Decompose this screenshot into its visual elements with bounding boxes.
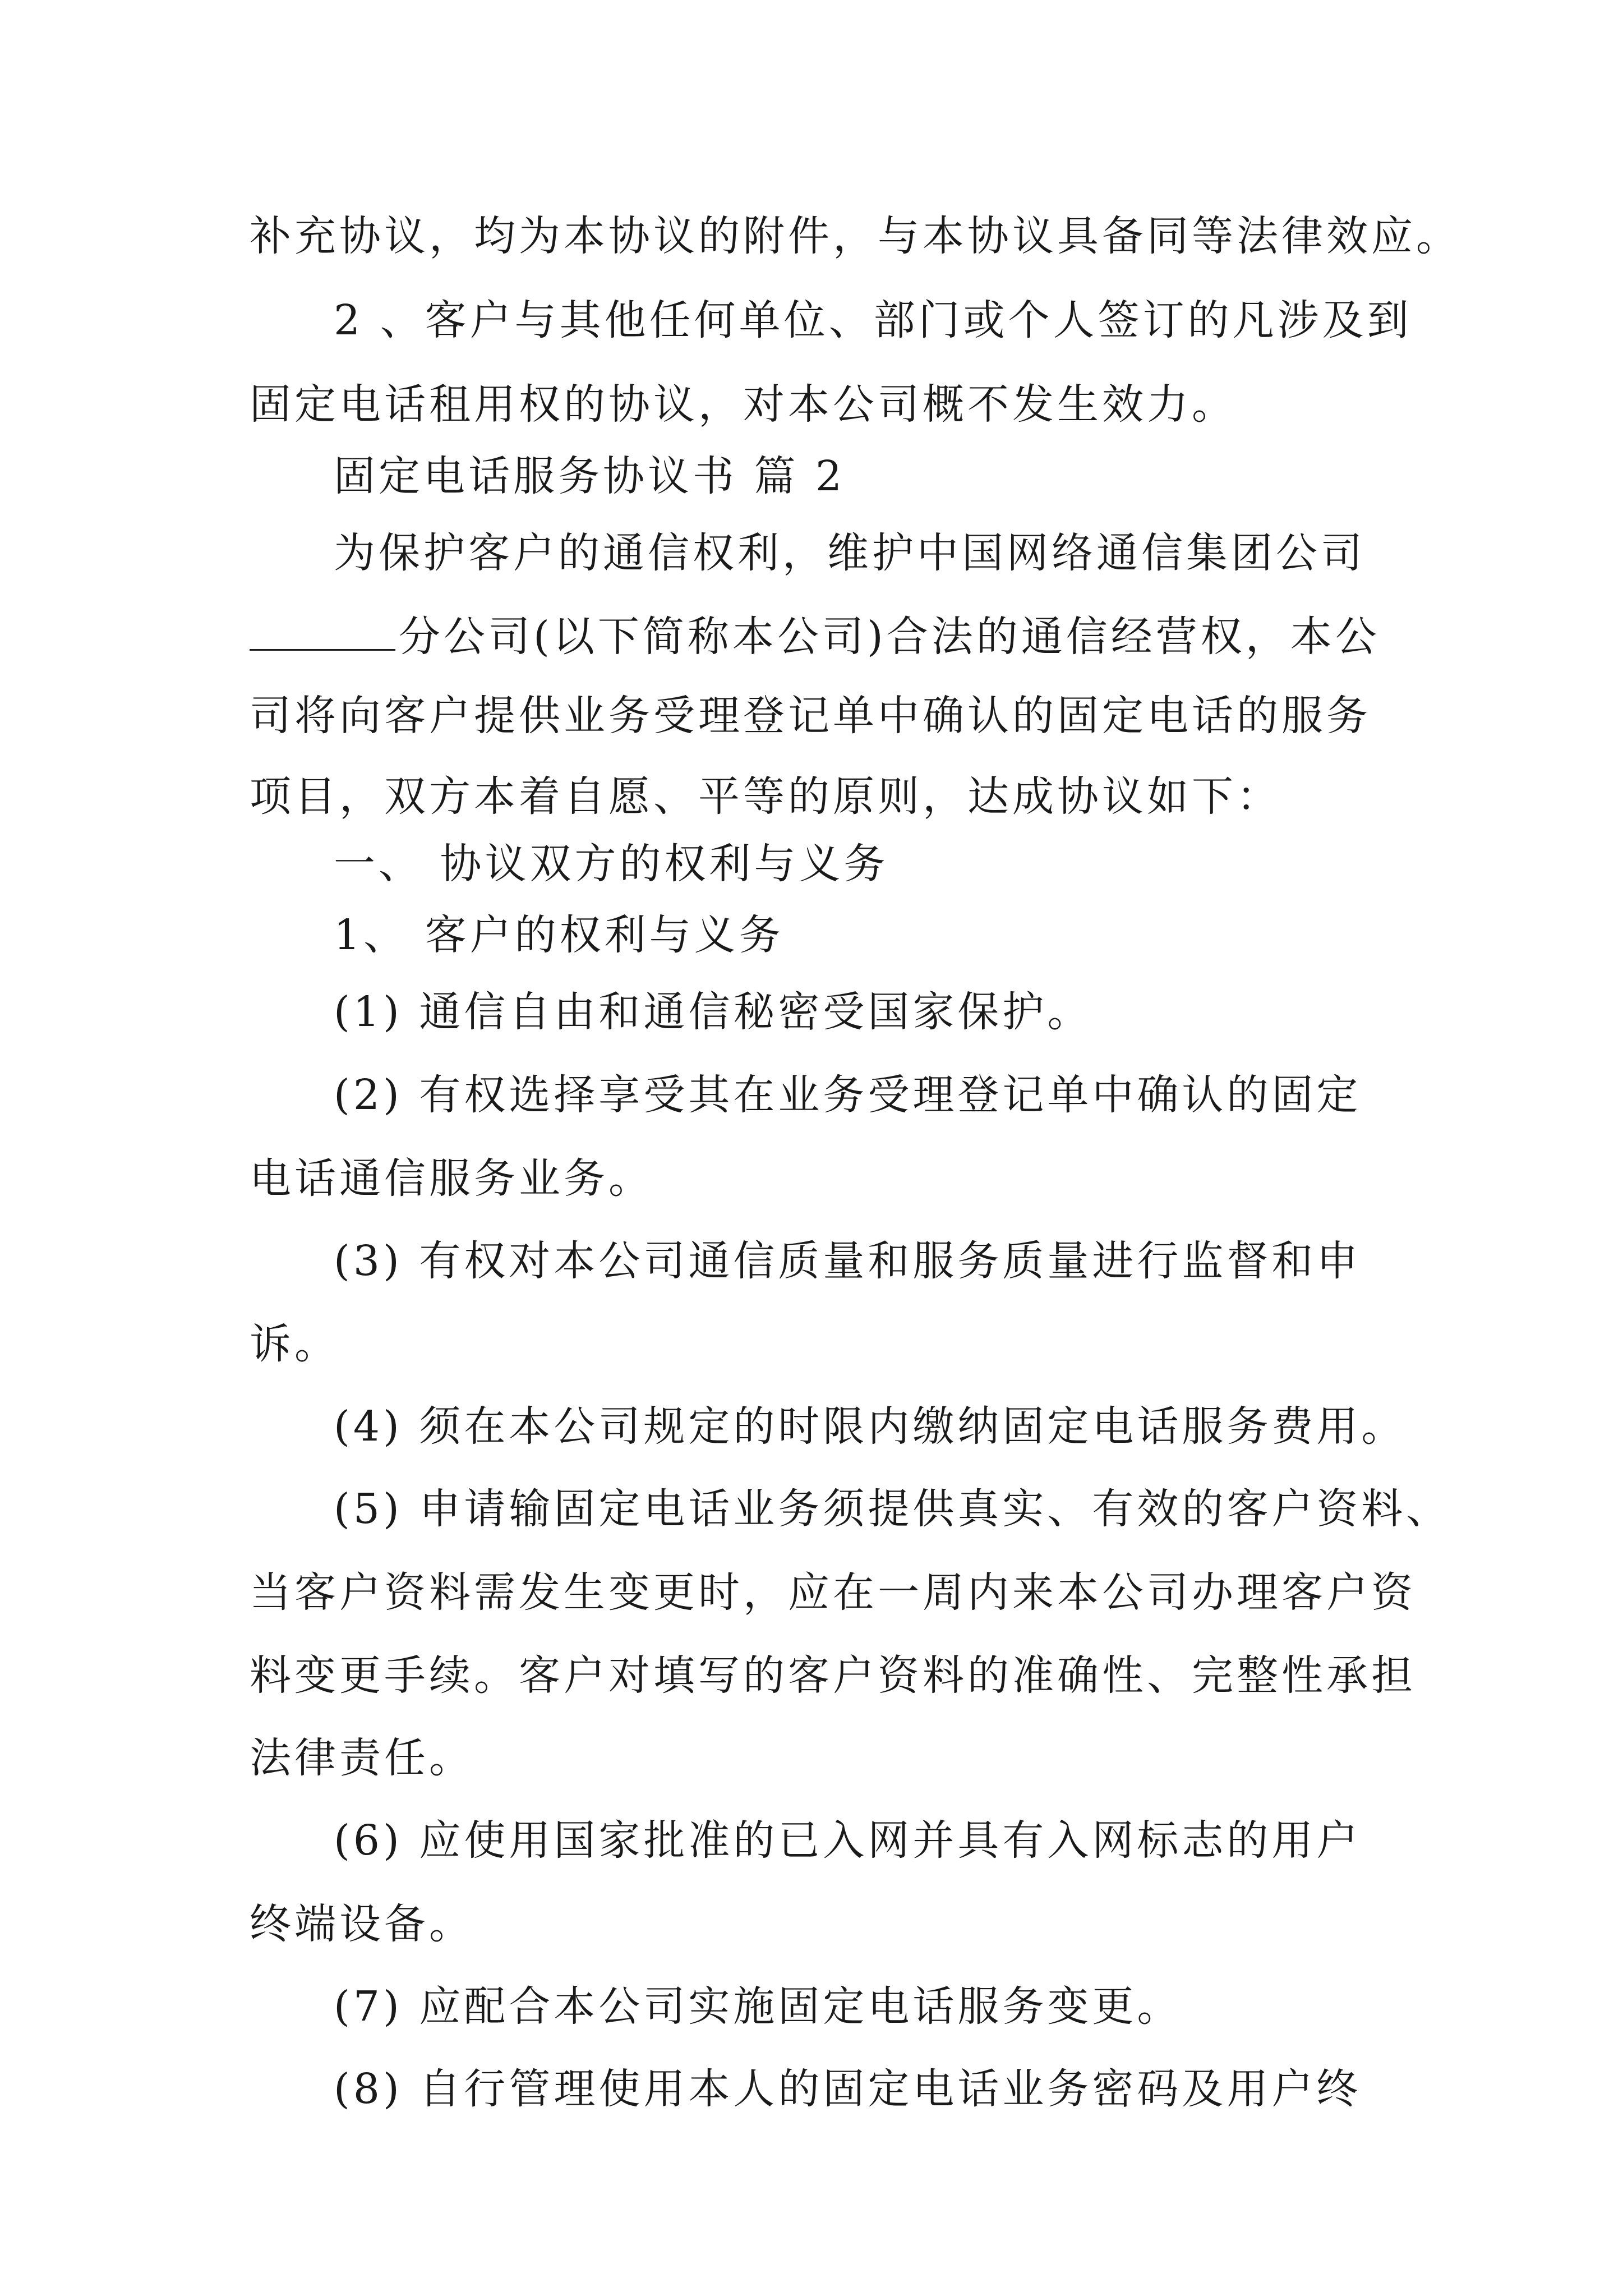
paragraph-line: 当客户资料需发生变更时，应在一周内来本公司办理客户资 [250, 1568, 1416, 1617]
list-item: (1) 通信自由和通信秘密受国家保护。 [334, 988, 1092, 1036]
paragraph-line: 终端设备。 [250, 1900, 474, 1948]
list-item: (7) 应配合本公司实施固定电话服务变更。 [334, 1982, 1182, 2031]
list-item: (2) 有权选择享受其在业务受理登记单中确认的固定 [334, 1071, 1362, 1119]
paragraph-line: 法律责任。 [250, 1734, 474, 1782]
paragraph-line: 料变更手续。客户对填写的客户资料的准确性、完整性承担 [250, 1651, 1416, 1700]
list-item: (5) 申请输固定电话业务须提供真实、有效的客户资料、 [334, 1485, 1451, 1533]
paragraph-line-text: 分公司(以下简称本公司)合法的通信经营权，本公 [399, 613, 1380, 661]
section-heading: 一、 协议双方的权利与义务 [334, 840, 889, 888]
paragraph-line: 固定电话租用权的协议，对本公司概不发生效力。 [250, 380, 1237, 429]
paragraph-line: 项目，双方本着自愿、平等的原则，达成协议如下： [250, 772, 1281, 821]
paragraph-line: 诉。 [250, 1320, 339, 1368]
paragraph-line: 电话通信服务业务。 [250, 1154, 653, 1203]
list-item: (4) 须在本公司规定的时限内缴纳固定电话服务费用。 [334, 1402, 1407, 1451]
paragraph-line: 为保护客户的通信权利，维护中国网络通信集团公司 [334, 529, 1366, 577]
paragraph-line-with-blank [250, 613, 1399, 661]
fill-in-blank [250, 614, 395, 651]
section-heading: 固定电话服务协议书 篇 2 [334, 452, 846, 500]
paragraph-line: 司将向客户提供业务受理登记单中确认的固定电话的服务 [250, 692, 1371, 740]
list-item: (6) 应使用国家批准的已入网并具有入网标志的用户 [334, 1816, 1362, 1865]
paragraph-line: 补充协议，均为本协议的附件，与本协议具备同等法律效应。 [250, 212, 1461, 260]
subsection-heading: 1、 客户的权利与义务 [334, 911, 784, 959]
list-item: (8) 自行管理使用本人的固定电话业务密码及用户终 [334, 2065, 1362, 2113]
paragraph-line: 2 、客户与其他任何单位、部门或个人签订的凡涉及到 [334, 296, 1412, 344]
list-item: (3) 有权对本公司通信质量和服务质量进行监督和申 [334, 1237, 1362, 1285]
